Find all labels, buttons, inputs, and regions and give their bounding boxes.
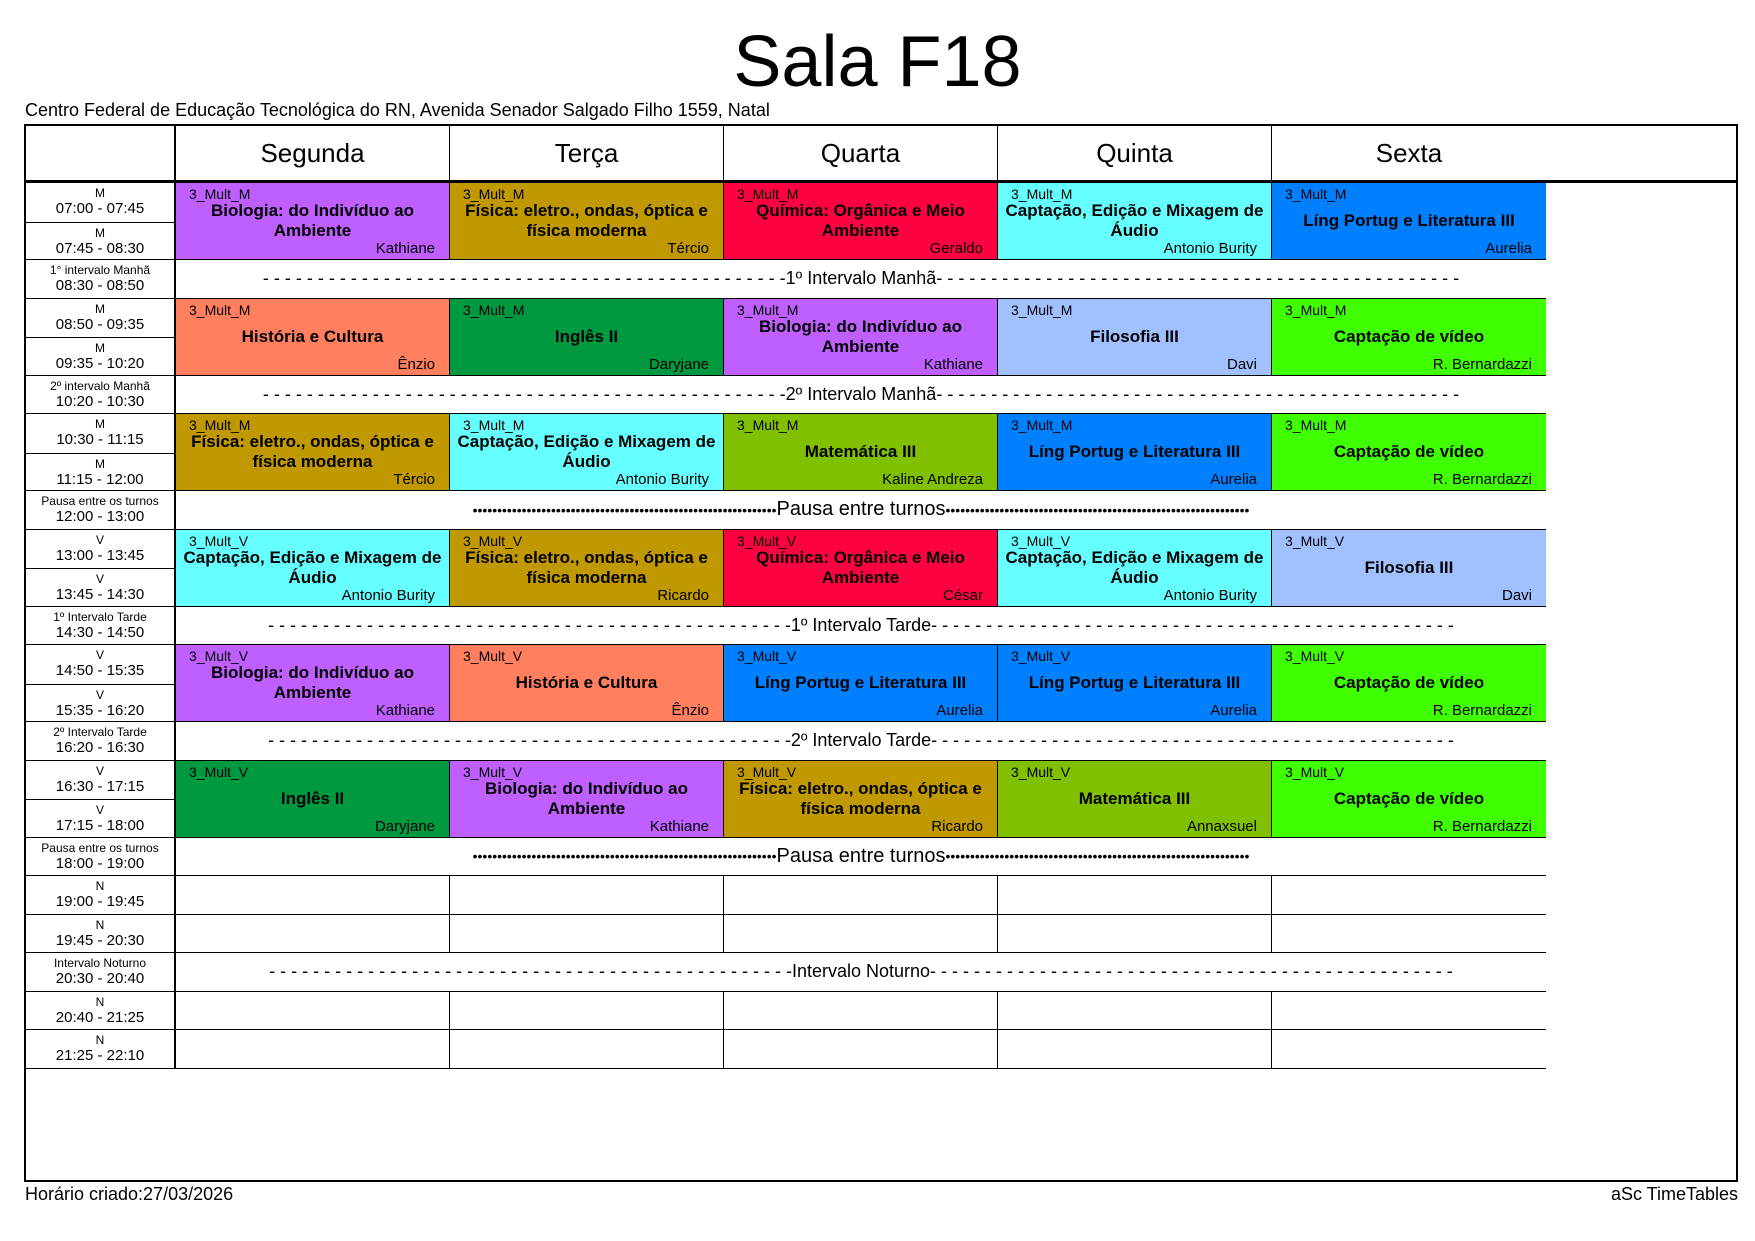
lesson-subject: Líng Portug e Literatura III (754, 673, 967, 692)
lesson-group: 3_Mult_V (463, 648, 523, 664)
period-time-range: 16:30 - 17:15 (55, 777, 145, 795)
lesson-group: 3_Mult_M (737, 417, 799, 433)
time-cell (26, 838, 176, 877)
lesson-cell[interactable] (724, 530, 998, 607)
time-slot (26, 222, 174, 261)
time-slot (26, 607, 174, 646)
break-banner (176, 376, 1546, 415)
lesson-cell[interactable] (724, 761, 998, 838)
time-cell (26, 953, 176, 992)
break-fill-left: - - - - - - - - - - - - - - - - - - - - - - - - - - - - - - - - - - - - - - - - - - - - - - - - (262, 268, 786, 289)
period-time-range: 14:50 - 15:35 (55, 662, 145, 679)
lesson-teacher: Ênzio (671, 702, 709, 719)
break-fill-left: - - - - - - - - - - - - - - - - - - - - - - - - - - - - - - - - - - - - - - - - - - - - - - - - (268, 614, 791, 635)
footer-software: aSc TimeTables (1610, 1184, 1738, 1204)
lesson-teacher: Antonio Burity (341, 586, 435, 604)
lesson-group: 3_Mult_V (1285, 532, 1345, 549)
lesson-teacher: Tércio (667, 240, 709, 257)
break-label: Intervalo Noturno (791, 961, 931, 982)
lesson-cell[interactable] (998, 299, 1272, 376)
lesson-group: 3_Mult_M (463, 301, 525, 318)
lesson-cell[interactable] (176, 183, 450, 260)
break-label: 2º Intervalo Tarde (790, 730, 932, 751)
time-slot (26, 491, 174, 530)
lesson-subject: Física: eletro., ondas, óptica e física moderna (739, 778, 982, 818)
lesson-subject: Captação, Edição e Mixagem de Áudio (1005, 201, 1264, 240)
lesson-subject: Captação, Edição e Mixagem de Áudio (183, 547, 442, 587)
lesson-subject: Inglês II (280, 788, 345, 808)
lesson-teacher: Kaline Andreza (882, 471, 983, 488)
lesson-cell[interactable] (1272, 183, 1546, 260)
period-time-range: 15:35 - 16:20 (55, 701, 145, 719)
period-label: 2º intervalo Manhã (50, 378, 150, 393)
lesson-cell[interactable] (724, 183, 998, 260)
period-label: M (95, 417, 105, 431)
period-time-range: 13:45 - 14:30 (55, 586, 145, 603)
break-fill-left: •••••••••••••••••••••••••••••••••••••••••••••••••••••••••••••• (472, 501, 777, 518)
lesson-teacher: Antonio Burity (615, 471, 709, 488)
lesson-teacher: Davi (1226, 355, 1257, 373)
time-cell (26, 183, 176, 260)
lesson-group: 3_Mult_M (463, 186, 525, 202)
lesson-teacher: R. Bernardazzi (1432, 355, 1532, 373)
lesson-teacher: R. Bernardazzi (1432, 702, 1532, 719)
period-label: Pausa entre os turnos (41, 494, 159, 508)
lesson-cell[interactable] (1272, 414, 1546, 491)
empty-slot[interactable] (176, 992, 450, 1031)
lesson-subject: Líng Portug e Literatura III (1028, 673, 1241, 692)
period-time-range: 20:30 - 20:40 (55, 970, 145, 987)
period-time-range: 07:45 - 08:30 (55, 239, 145, 257)
period-time-range: 18:00 - 19:00 (55, 854, 145, 872)
lesson-subject: Biologia: do Indivíduo ao Ambiente (210, 663, 415, 702)
break-label: 1º Intervalo Tarde (790, 614, 932, 635)
lesson-subject: Matemática III (804, 442, 917, 461)
lesson-subject: Química: Orgânica e Meio Ambiente (756, 201, 965, 240)
empty-slot[interactable] (1272, 992, 1546, 1031)
period-label: N (95, 917, 105, 932)
time-slot (26, 645, 174, 684)
period-label: M (95, 456, 105, 471)
time-slot (26, 684, 174, 723)
empty-slot[interactable] (1272, 915, 1546, 954)
break-banner (176, 260, 1546, 299)
period-label: M (95, 301, 105, 316)
lesson-cell[interactable] (724, 645, 998, 722)
empty-slot[interactable] (724, 992, 998, 1031)
empty-slot[interactable] (450, 876, 724, 915)
time-cell (26, 876, 176, 915)
lesson-teacher: Annaxsuel (1186, 817, 1257, 835)
lesson-teacher: Daryjane (374, 817, 435, 835)
lesson-subject: Líng Portug e Literatura III (1303, 211, 1515, 230)
lesson-group: 3_Mult_M (737, 186, 799, 202)
day-header: Quinta (998, 126, 1272, 181)
lesson-group: 3_Mult_M (1011, 301, 1073, 318)
lesson-cell[interactable] (176, 530, 450, 607)
lesson-subject: História e Cultura (241, 326, 384, 346)
lesson-group: 3_Mult_M (1285, 186, 1347, 202)
empty-slot[interactable] (176, 876, 450, 915)
lesson-cell[interactable] (450, 414, 724, 491)
time-cell (26, 376, 176, 415)
period-label: V (95, 687, 104, 702)
day-header: Quarta (724, 126, 998, 181)
lesson-group: 3_Mult_M (189, 301, 251, 318)
lesson-group: 3_Mult_V (1011, 532, 1071, 549)
empty-slot[interactable] (1272, 1030, 1546, 1069)
time-slot (26, 530, 174, 569)
period-label: M (95, 341, 105, 355)
lesson-group: 3_Mult_V (463, 763, 523, 780)
lesson-subject: Captação de vídeo (1333, 788, 1485, 808)
lesson-cell[interactable] (176, 645, 450, 722)
break-label: 2º Intervalo Manhã (785, 383, 937, 404)
lesson-group: 3_Mult_V (189, 532, 249, 549)
period-time-range: 21:25 - 22:10 (55, 1047, 145, 1064)
lesson-teacher: Kathiane (923, 355, 983, 373)
lesson-cell[interactable] (998, 530, 1272, 607)
lesson-teacher: Kathiane (375, 702, 435, 719)
lesson-subject: Biologia: do Indivíduo ao Ambiente (210, 201, 415, 240)
time-cell (26, 1030, 176, 1069)
break-fill-right: - - - - - - - - - - - - - - - - - - - - - - - - - - - - - - - - - - - - - - - - - - - - - - - - (936, 268, 1460, 289)
lesson-group: 3_Mult_M (463, 417, 525, 433)
empty-slot[interactable] (998, 992, 1272, 1031)
lesson-group: 3_Mult_M (737, 301, 799, 318)
lesson-subject: Captação de vídeo (1333, 673, 1485, 692)
footer-created: Horário criado:27/03/2026 (25, 1184, 234, 1204)
lesson-teacher: Aurelia (936, 702, 983, 719)
lesson-group: 3_Mult_M (189, 186, 251, 202)
lesson-group: 3_Mult_V (737, 648, 797, 664)
time-slot (26, 299, 174, 338)
lesson-subject: Biologia: do Indivíduo ao Ambiente (484, 778, 689, 818)
break-banner (176, 607, 1546, 646)
period-label: M (95, 186, 105, 200)
lesson-group: 3_Mult_M (1285, 301, 1347, 318)
break-fill-left: •••••••••••••••••••••••••••••••••••••••••••••••••••••••••••••• (472, 848, 777, 865)
lesson-cell[interactable] (998, 761, 1272, 838)
lesson-subject: Inglês II (554, 326, 619, 346)
lesson-teacher: Ricardo (931, 817, 983, 835)
period-time-range: 07:00 - 07:45 (55, 200, 145, 217)
lesson-cell[interactable] (724, 414, 998, 491)
lesson-group: 3_Mult_M (189, 417, 251, 433)
lesson-teacher: Kathiane (649, 817, 709, 835)
period-label: N (95, 1033, 105, 1047)
period-time-range: 13:00 - 13:45 (55, 546, 145, 564)
lesson-group: 3_Mult_V (737, 532, 797, 549)
lesson-group: 3_Mult_V (1285, 648, 1345, 664)
period-label: N (95, 879, 105, 893)
lesson-subject: Física: eletro., ondas, óptica e física moderna (465, 547, 708, 587)
lesson-group: 3_Mult_M (1285, 417, 1347, 433)
timetable (24, 124, 1738, 1182)
lesson-cell[interactable] (1272, 645, 1546, 722)
lesson-subject: Captação, Edição e Mixagem de Áudio (457, 432, 716, 471)
break-fill-right: - - - - - - - - - - - - - - - - - - - - - - - - - - - - - - - - - - - - - - - - - - - - - - - - (936, 383, 1460, 404)
break-banner (176, 722, 1546, 761)
lesson-cell[interactable] (450, 645, 724, 722)
lesson-subject: Física: eletro., ondas, óptica e física moderna (191, 432, 434, 471)
break-fill-left: - - - - - - - - - - - - - - - - - - - - - - - - - - - - - - - - - - - - - - - - - - - - - - - - (262, 383, 786, 404)
break-label: 1º Intervalo Manhã (785, 268, 937, 289)
time-slot (26, 915, 174, 954)
period-time-range: 19:45 - 20:30 (55, 931, 145, 949)
lesson-cell[interactable] (1272, 299, 1546, 376)
lesson-group: 3_Mult_V (189, 763, 249, 780)
empty-slot[interactable] (176, 1030, 450, 1069)
lesson-cell[interactable] (998, 183, 1272, 260)
time-cell (26, 414, 176, 491)
break-label: Pausa entre turnos (776, 498, 946, 521)
period-label: V (95, 648, 104, 662)
break-banner (176, 953, 1546, 992)
time-cell (26, 607, 176, 646)
lesson-group: 3_Mult_V (737, 763, 797, 780)
time-slot (26, 1030, 174, 1069)
break-banner (176, 491, 1546, 530)
break-fill-right: •••••••••••••••••••••••••••••••••••••••••••••••••••••••••••••• (945, 501, 1250, 518)
lesson-subject: Filosofia III (1090, 326, 1179, 346)
lesson-cell[interactable] (176, 299, 450, 376)
lesson-cell[interactable] (1272, 761, 1546, 838)
corner-cell (26, 126, 176, 181)
period-label: Intervalo Noturno (53, 956, 147, 970)
time-slot (26, 953, 174, 992)
lesson-teacher: Ênzio (397, 355, 435, 373)
period-label: 1º Intervalo Tarde (53, 609, 147, 624)
period-label: V (95, 763, 104, 778)
time-slot (26, 838, 174, 877)
lesson-subject: Captação de vídeo (1333, 442, 1485, 461)
day-header: Terça (450, 126, 724, 181)
period-label: 1° intervalo Manhã (49, 263, 151, 277)
lesson-teacher: Aurelia (1485, 240, 1532, 257)
lesson-teacher: Daryjane (648, 355, 709, 373)
lesson-group: 3_Mult_V (1285, 763, 1345, 780)
lesson-subject: Captação, Edição e Mixagem de Áudio (1005, 547, 1264, 587)
lesson-group: 3_Mult_M (1011, 417, 1073, 433)
period-label: M (95, 225, 105, 240)
page-title: Sala F18 (733, 22, 1022, 102)
lesson-teacher: César (942, 586, 983, 604)
time-slot (26, 761, 174, 800)
time-slot (26, 260, 174, 299)
page-subtitle: Centro Federal de Educação Tecnológica do RN, Avenida Senador Salgado Filho 1559, Natal (25, 100, 770, 120)
lesson-cell[interactable] (176, 414, 450, 491)
empty-slot[interactable] (998, 915, 1272, 954)
lesson-cell[interactable] (450, 761, 724, 838)
lesson-group: 3_Mult_V (189, 648, 249, 664)
lesson-teacher: R. Bernardazzi (1432, 817, 1532, 835)
period-time-range: 10:20 - 10:30 (55, 392, 145, 410)
lesson-subject: Filosofia III (1364, 557, 1454, 577)
lesson-cell[interactable] (450, 299, 724, 376)
lesson-teacher: Davi (1501, 586, 1532, 604)
lesson-teacher: Aurelia (1210, 471, 1257, 488)
break-banner (176, 838, 1546, 877)
day-header: Sexta (1375, 138, 1443, 168)
empty-slot[interactable] (450, 915, 724, 954)
lesson-teacher: Aurelia (1210, 702, 1257, 719)
period-label: Pausa entre os turnos (41, 840, 159, 855)
break-fill-left: - - - - - - - - - - - - - - - - - - - - - - - - - - - - - - - - - - - - - - - - - - - - - - - - (269, 961, 792, 982)
day-header: Segunda (176, 126, 450, 181)
time-cell (26, 260, 176, 299)
empty-slot[interactable] (450, 992, 724, 1031)
time-slot (26, 799, 174, 838)
period-time-range: 17:15 - 18:00 (55, 817, 145, 834)
lesson-cell[interactable] (998, 414, 1272, 491)
time-cell (26, 722, 176, 761)
period-time-range: 14:30 - 14:50 (55, 623, 145, 641)
time-cell (26, 992, 176, 1031)
empty-slot[interactable] (1272, 876, 1546, 915)
break-fill-right: - - - - - - - - - - - - - - - - - - - - - - - - - - - - - - - - - - - - - - - - - - - - - - - - (930, 961, 1453, 982)
time-slot (26, 376, 174, 415)
break-fill-right: •••••••••••••••••••••••••••••••••••••••••••••••••••••••••••••• (945, 848, 1250, 865)
lesson-subject: Líng Portug e Literatura III (1028, 442, 1241, 461)
lesson-cell[interactable] (1272, 530, 1546, 607)
lesson-cell[interactable] (450, 183, 724, 260)
lesson-teacher: Antonio Burity (1163, 586, 1257, 604)
time-slot (26, 568, 174, 607)
time-slot (26, 337, 174, 376)
break-fill-right: - - - - - - - - - - - - - - - - - - - - - - - - - - - - - - - - - - - - - - - - - - - - - - - - (931, 730, 1454, 751)
break-fill-right: - - - - - - - - - - - - - - - - - - - - - - - - - - - - - - - - - - - - - - - - - - - - - - - - (931, 614, 1454, 635)
empty-slot[interactable] (176, 915, 450, 954)
empty-slot[interactable] (724, 1030, 998, 1069)
empty-slot[interactable] (998, 1030, 1272, 1069)
empty-slot[interactable] (450, 1030, 724, 1069)
lesson-teacher: R. Bernardazzi (1432, 471, 1532, 488)
empty-slot[interactable] (724, 915, 998, 954)
time-slot (26, 992, 174, 1031)
period-time-range: 08:30 - 08:50 (55, 277, 145, 294)
lesson-teacher: Ricardo (657, 586, 709, 604)
time-slot (26, 414, 174, 453)
time-slot (26, 722, 174, 761)
lesson-teacher: Antonio Burity (1163, 240, 1257, 257)
time-cell (26, 761, 176, 838)
lesson-teacher: Tércio (393, 471, 435, 488)
period-time-range: 12:00 - 13:00 (55, 508, 145, 525)
period-time-range: 19:00 - 19:45 (55, 893, 145, 910)
time-slot (26, 183, 174, 222)
time-cell (26, 530, 176, 607)
period-label: V (95, 803, 104, 817)
empty-slot[interactable] (998, 876, 1272, 915)
lesson-subject: História e Cultura (515, 673, 658, 692)
lesson-teacher: Geraldo (929, 240, 983, 257)
time-cell (26, 491, 176, 530)
lesson-group: 3_Mult_V (1011, 763, 1071, 780)
lesson-subject: Física: eletro., ondas, óptica e física moderna (465, 201, 708, 240)
time-slot (26, 453, 174, 492)
time-cell (26, 299, 176, 376)
break-label: Pausa entre turnos (776, 844, 946, 867)
period-label: V (95, 572, 104, 586)
time-cell (26, 915, 176, 954)
lesson-group: 3_Mult_M (1011, 186, 1073, 202)
lesson-subject: Biologia: do Indivíduo ao Ambiente (758, 316, 963, 356)
lesson-cell[interactable] (450, 530, 724, 607)
lesson-cell[interactable] (724, 299, 998, 376)
period-label: V (95, 532, 104, 547)
lesson-teacher: Kathiane (375, 240, 435, 257)
period-time-range: 20:40 - 21:25 (55, 1008, 145, 1026)
time-cell (26, 645, 176, 722)
time-slot (26, 876, 174, 915)
lesson-subject: Matemática III (1078, 788, 1191, 808)
period-time-range: 08:50 - 09:35 (55, 315, 145, 333)
lesson-subject: Captação de vídeo (1333, 326, 1485, 346)
period-time-range: 16:20 - 16:30 (55, 739, 145, 756)
empty-slot[interactable] (724, 876, 998, 915)
period-label: N (95, 994, 105, 1009)
period-time-range: 11:15 - 12:00 (56, 470, 144, 488)
period-time-range: 10:30 - 11:15 (56, 431, 144, 448)
lesson-cell[interactable] (176, 761, 450, 838)
lesson-subject: Química: Orgânica e Meio Ambiente (756, 547, 965, 587)
period-label: 2º Intervalo Tarde (53, 725, 147, 739)
lesson-cell[interactable] (998, 645, 1272, 722)
lesson-group: 3_Mult_V (1011, 648, 1071, 664)
break-fill-left: - - - - - - - - - - - - - - - - - - - - - - - - - - - - - - - - - - - - - - - - - - - - - - - - (268, 730, 791, 751)
lesson-group: 3_Mult_V (463, 532, 523, 549)
period-time-range: 09:35 - 10:20 (55, 355, 145, 372)
